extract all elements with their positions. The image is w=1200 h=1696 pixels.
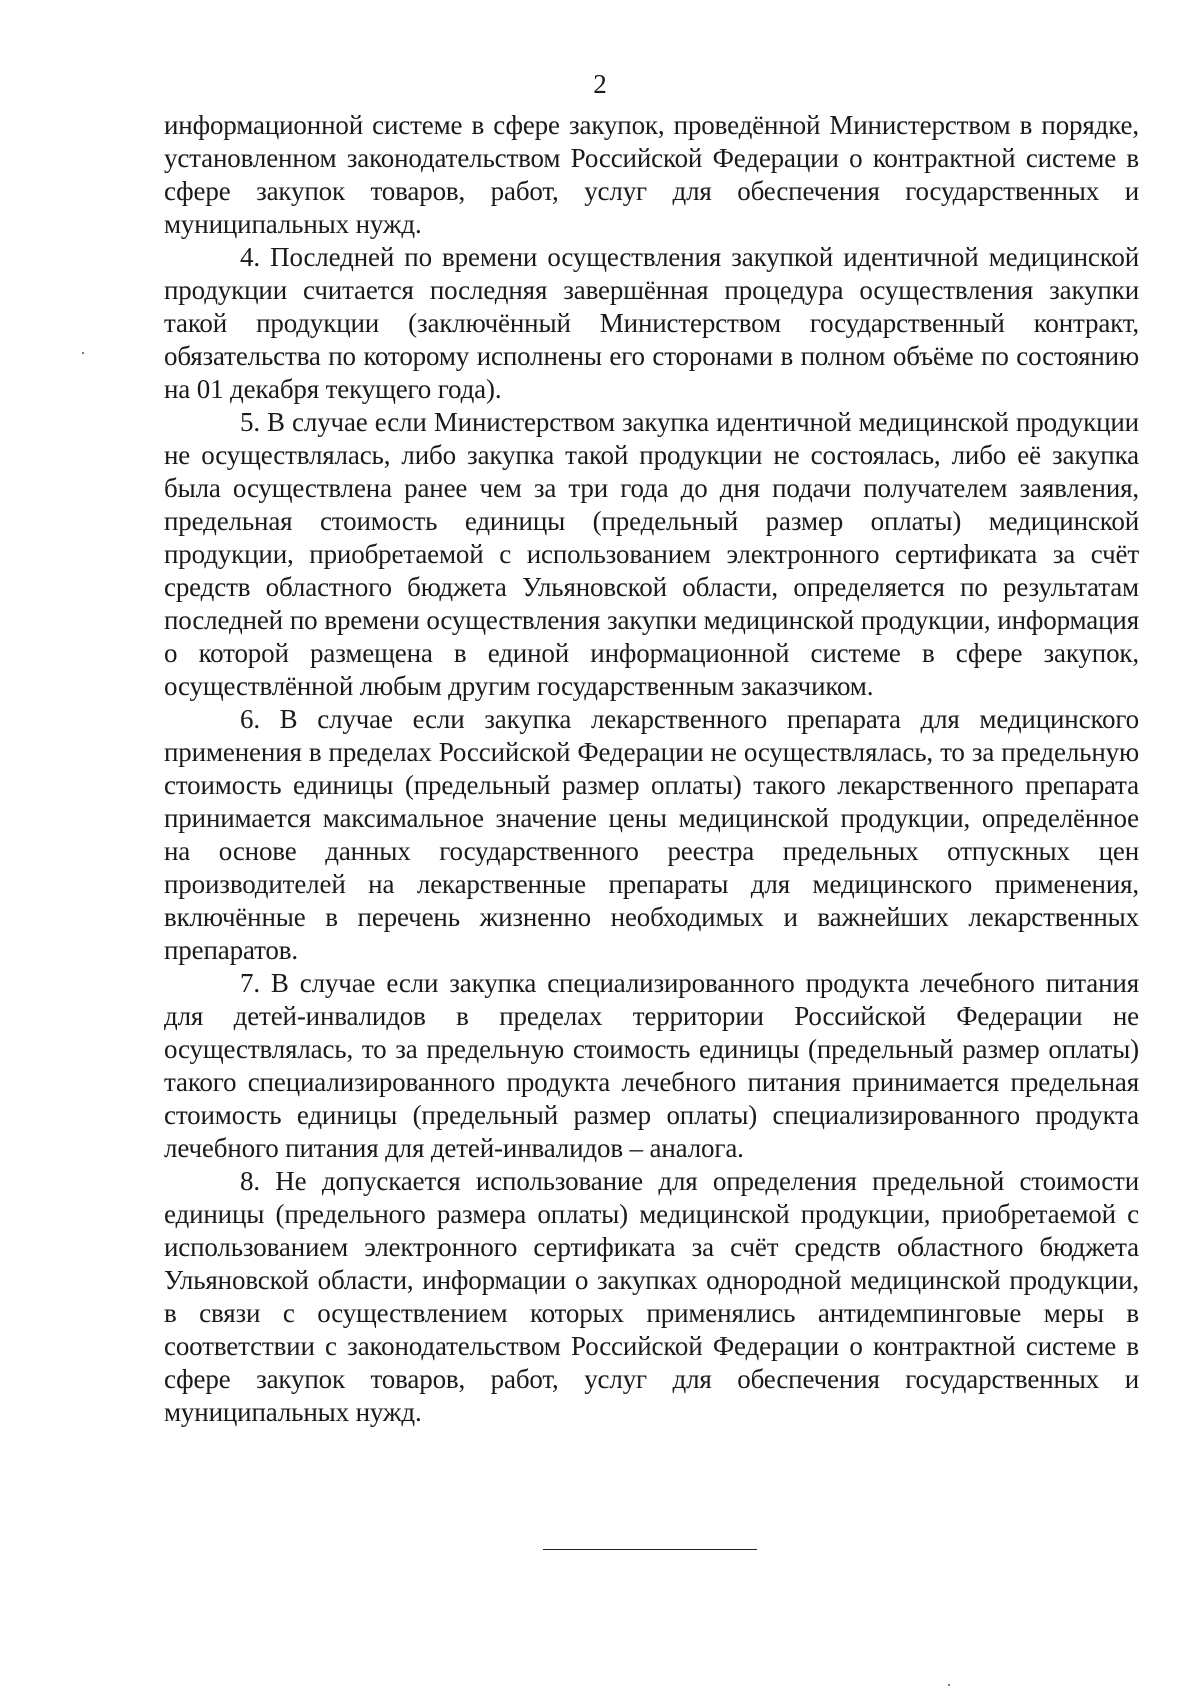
page-number: 2 [593, 69, 607, 99]
paragraph-8: 8. Не допускается использование для определения предельной стоимости единицы (предельного размера оплаты) медицинской продукции, приобретаемой с использованием электронного сертификата за счёт средств областного бюджета Ульяновской области, информации о закупках однородной медицинской продукции, в связи с осуществлением которых применялись антидемпинговые меры в соответствии с законодательством Российской Федерации о контрактной системе в сфере закупок товаров, работ, услуг для обеспечения государственных и муниципальных нужд. [164, 1166, 1139, 1427]
paragraph-4: 4. Последней по времени осуществления закупкой идентичной медицинской продукции считается последняя завершённая процедура осуществления закупки такой продукции (заключённый Министерством государственный контракт, обязательства по которому исполнены его сторонами в полном объёме по состоянию на 01 декабря текущего года). [164, 242, 1139, 404]
end-of-document-rule [543, 1549, 757, 1550]
document-body [164, 109, 1139, 1429]
scan-speck [948, 1684, 950, 1686]
paragraph-6: 6. В случае если закупка лекарственного препарата для медицинского применения в пределах Российской Федерации не осуществлялась, то за предельную стоимость единицы (предельный размер оплаты) такого лекарственного препарата принимается максимальное значение цены медицинской продукции, определённое на основе данных государственного реестра предельных отпускных цен производителей на лекарственные препараты для медицинского применения, включённые в перечень жизненно необходимых и важнейших лекарственных препаратов. [164, 704, 1139, 965]
paragraph-5: 5. В случае если Министерством закупка идентичной медицинской продукции не осуществлялась, либо закупка такой продукции не состоялась, либо её закупка была осуществлена ранее чем за три года до дня подачи получателем заявления, предельная стоимость единицы (предельный размер оплаты) медицинской продукции, приобретаемой с использованием электронного сертификата за счёт средств областного бюджета Ульяновской области, определяется по результатам последней по времени осуществления закупки медицинской продукции, информация о которой размещена в единой информационной системе в сфере закупок, осуществлённой любым другим государственным заказчиком. [164, 407, 1139, 701]
paragraph-7: 7. В случае если закупка специализированного продукта лечебного питания для детей-инвалидов в пределах территории Российской Федерации не осуществлялась, то за предельную стоимость единицы (предельный размер оплаты) такого специализированного продукта лечебного питания принимается предельная стоимость единицы (предельный размер оплаты) специализированного продукта лечебного питания для детей-инвалидов – аналога. [164, 968, 1139, 1163]
paragraph-continuation: информационной системе в сфере закупок, проведённой Министерством в порядке, установленном законодательством Российской Федерации о контрактной системе в сфере закупок товаров, работ, услуг для обеспечения государственных и муниципальных нужд. [164, 110, 1139, 239]
scan-speck [82, 352, 84, 354]
